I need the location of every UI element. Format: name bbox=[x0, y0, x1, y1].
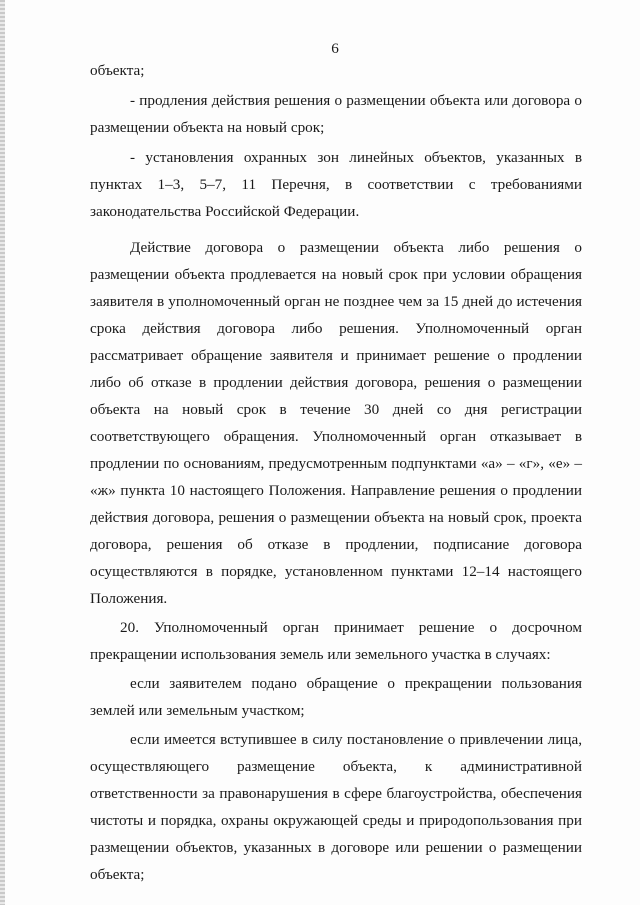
text-line: объекта; bbox=[90, 866, 145, 883]
text-line: если заявителем подано обращение о прекращении пользования bbox=[130, 675, 582, 692]
text-line: срока действия договора либо решения. Уполномоченный орган bbox=[90, 320, 582, 337]
document-body bbox=[90, 57, 582, 888]
text-line: размещении объектов, указанных в договоре или решении о размещении bbox=[90, 839, 582, 856]
text-line: размещении объекта продлевается на новый срок при условии обращения bbox=[90, 266, 582, 283]
text-line: 20. Уполномоченный орган принимает решение о досрочном bbox=[120, 619, 582, 636]
text-line: объекта на новый срок в течение 30 дней со дня регистрации bbox=[90, 401, 582, 418]
scan-edge bbox=[0, 0, 5, 905]
text-line: Положения. bbox=[90, 590, 168, 607]
text-line: пунктах 1–3, 5–7, 11 Перечня, в соответствии с требованиями bbox=[90, 176, 582, 193]
text-line: осуществляющего размещение объекта, к административной bbox=[90, 758, 582, 775]
text-line: объекта; bbox=[90, 62, 145, 79]
text-line: действия договора, решения о размещении объекта на новый срок, проекта bbox=[90, 509, 582, 526]
text-line: ответственности за правонарушения в сфере благоустройства, обеспечения bbox=[90, 785, 582, 802]
text-line: рассматривает обращение заявителя и принимает решение о продлении bbox=[90, 347, 582, 364]
text-line: законодательства Российской Федерации. bbox=[90, 203, 360, 220]
text-line: договора, решения об отказе в продлении, подписание договора bbox=[90, 536, 582, 553]
text-line: прекращении использования земель или земельного участка в случаях: bbox=[90, 646, 551, 663]
text-line: - установления охранных зон линейных объектов, указанных в bbox=[130, 149, 582, 166]
text-line: землей или земельным участком; bbox=[90, 702, 305, 719]
text-line: размещении объекта на новый срок; bbox=[90, 119, 325, 136]
text-line: либо об отказе в продлении действия договора, решения о размещении bbox=[90, 374, 582, 391]
text-line: чистоты и порядка, охраны окружающей среды и природопользования при bbox=[90, 812, 582, 829]
text-line: - продления действия решения о размещении объекта или договора о bbox=[130, 92, 582, 109]
text-line: соответствующего обращения. Уполномоченный орган отказывает в bbox=[90, 428, 582, 445]
text-line: если имеется вступившее в силу постановление о привлечении лица, bbox=[130, 731, 582, 748]
text-line: осуществляются в порядке, установленном пунктами 12–14 настоящего bbox=[90, 563, 582, 580]
page-number: 6 bbox=[331, 40, 339, 57]
text-line: Действие договора о размещении объекта либо решения о bbox=[130, 239, 582, 256]
text-line: «ж» пункта 10 настоящего Положения. Направление решения о продлении bbox=[90, 482, 582, 499]
text-line: продлении по основаниям, предусмотренным подпунктами «а» – «г», «е» – bbox=[90, 455, 582, 472]
text-line: заявителя в уполномоченный орган не позднее чем за 15 дней до истечения bbox=[90, 293, 582, 310]
